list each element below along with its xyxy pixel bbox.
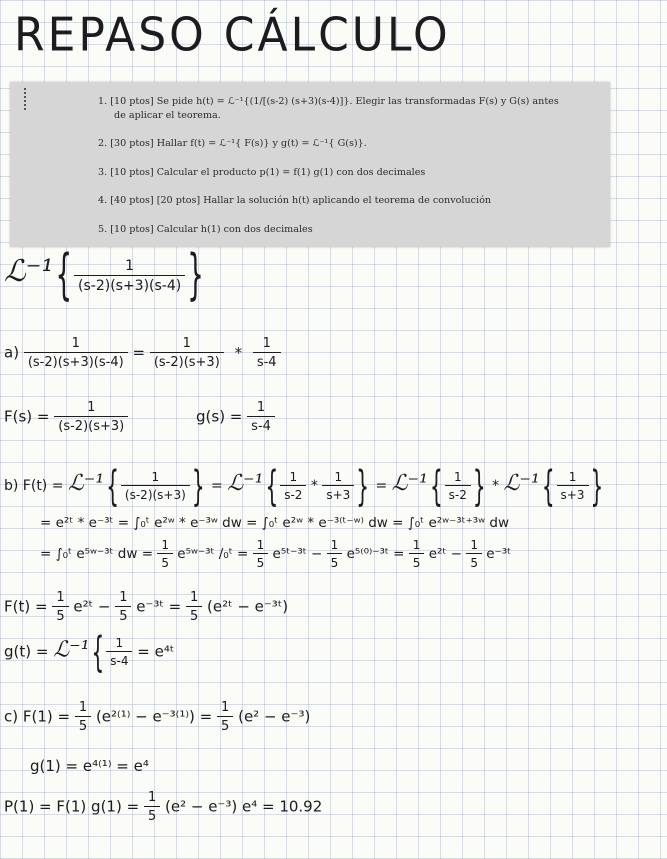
part-b-line-3: = ∫₀ᵗ e⁵ʷ⁻³ᵗ dw = $\frac{1}{5}$ e⁵ʷ⁻³ᵗ /₀ᵗ = $\frac{1}{5}$ e⁵ᵗ⁻³ᵗ − $\frac{1}{5}$ e⁵⁽⁰⁾⁻³ᵗ = $\frac{1}{5}$ e²ᵗ − $\frac{1}{5}$ e⁻³ᵗ: [40, 538, 512, 570]
problem-1: 1. [10 ptos] Se pide h(t) = ℒ⁻¹{(1/[(s-2) (s+3)(s-4)]}. Elegir las transformadas F(s) y G(s) antes: [98, 96, 559, 107]
problem-1-cont: de aplicar el teorema.: [114, 110, 221, 121]
p1-result: P(1) = F(1) g(1) = $\frac{1}{5}$ (e² − e⁻³) e⁴ = 10.92: [4, 790, 323, 824]
part-b-line-2: = e²ᵗ * e⁻³ᵗ = ∫₀ᵗ e²ʷ * e⁻³ʷ dw = ∫₀ᵗ e²ʷ * e⁻³⁽ᵗ⁻ʷ⁾ dw = ∫₀ᵗ e²ʷ⁻³ᵗ⁺³ʷ dw: [40, 515, 510, 531]
paper-mark: [24, 88, 29, 110]
F-of-s: F(s) = $\frac{1}{(s-2)(s+3)}$: [4, 400, 128, 434]
problem-sheet: [10, 82, 610, 247]
F-of-t-result: F(t) = $\frac{1}{5}$ e²ᵗ − $\frac{1}{5}$ e⁻³ᵗ = $\frac{1}{5}$ (e²ᵗ − e⁻³ᵗ): [4, 590, 289, 624]
part-c-F1: c) F(1) = $\frac{1}{5}$ (e²⁽¹⁾ − e⁻³⁽¹⁾) = $\frac{1}{5}$ (e² − e⁻³): [4, 700, 311, 734]
part-a-decomposition: a) $\frac{1}{(s-2)(s+3)(s-4)}$ = $\frac{1}{(s-2)(s+3)}$ * $\frac{1}{s-4}$: [4, 336, 281, 370]
inverse-laplace-expression: ℒ⁻¹{ $\frac{1}{(s-2)(s+3)(s-4)}$ }: [4, 244, 204, 307]
problem-4: 4. [40 ptos] [20 ptos] Hallar la solución h(t) aplicando el teorema de convolución: [98, 195, 492, 206]
problem-2: 2. [30 ptos] Hallar f(t) = ℒ⁻¹{ F(s)} y g(t) = ℒ⁻¹{ G(s)}.: [98, 138, 367, 149]
g1-result: g(1) = e⁴⁽¹⁾ = e⁴: [30, 757, 149, 775]
part-b-line-1: b) F(t) = ℒ⁻¹ { $\frac{1}{(s-2)(s+3)}$ } = ℒ⁻¹ { $\frac{1}{s-2}$ * $\frac{1}{s+3}$ } = ℒ⁻¹ { $\frac{1}{s-2}$ } * ℒ⁻¹ { $\frac{1}{s+3}$ }: [4, 460, 604, 512]
g-of-t-result: g(t) = ℒ⁻¹ { $\frac{1}{s-4}$ = e⁴ᵗ: [4, 626, 175, 678]
problem-3: 3. [10 ptos] Calcular el producto p(1) = f(1) g(1) con dos decimales: [98, 167, 426, 178]
problem-5: 5. [10 ptos] Calcular h(1) con dos decimales: [98, 224, 313, 235]
g-of-s: g(s) = $\frac{1}{s-4}$: [196, 400, 275, 434]
page-title: REPASO CÁLCULO: [14, 8, 451, 63]
